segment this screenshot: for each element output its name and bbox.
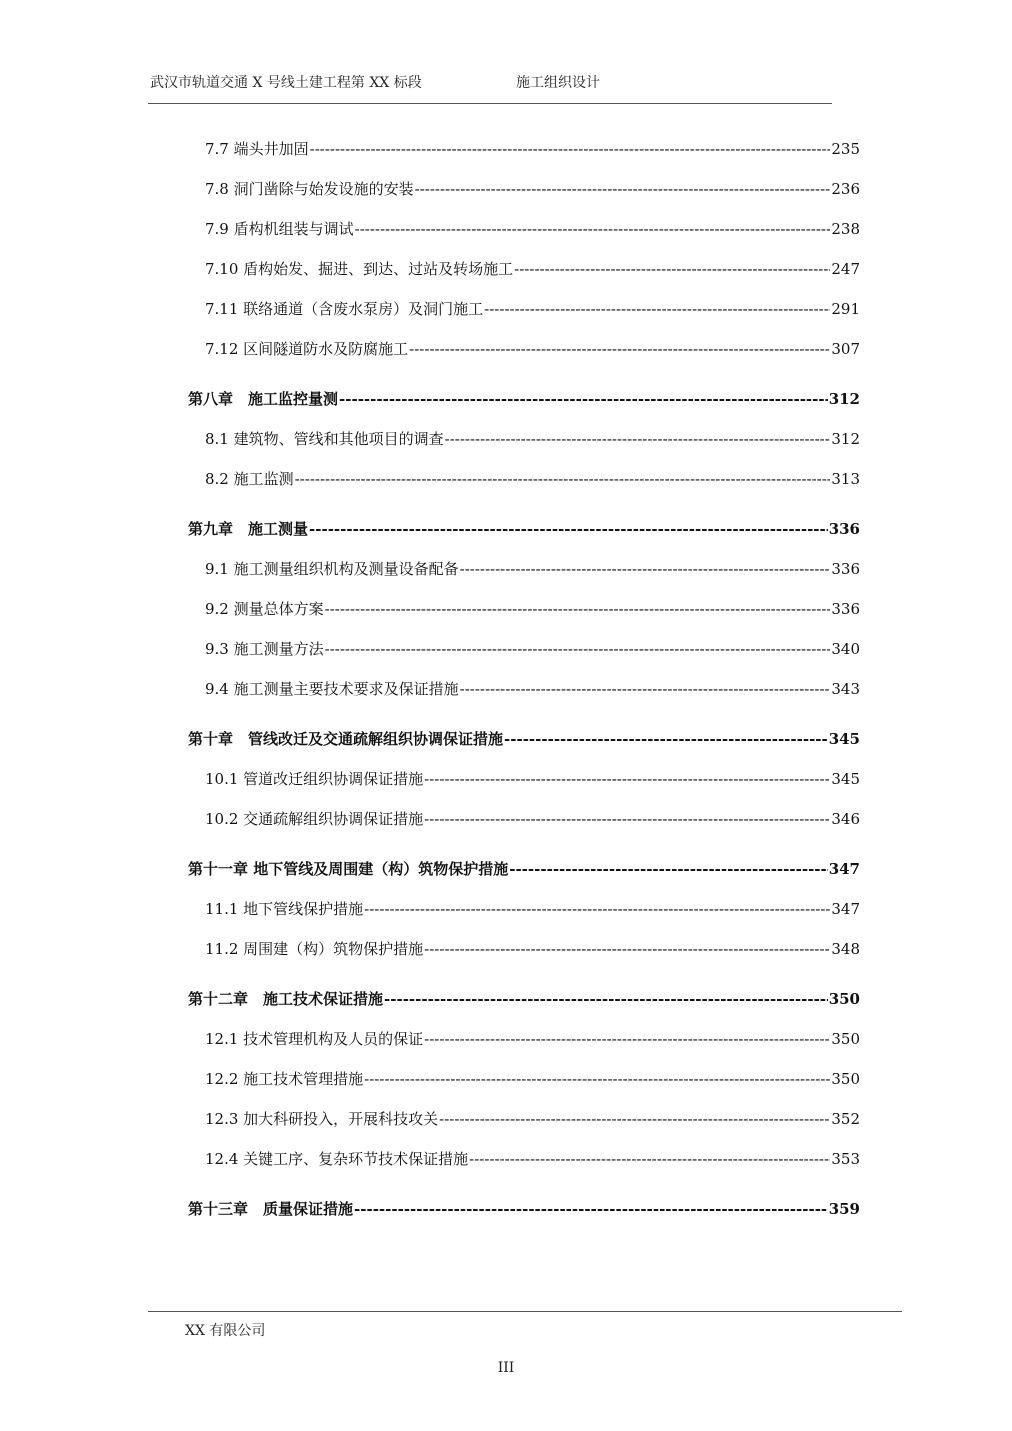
toc-section-entry[interactable] [188, 287, 860, 327]
footer-page-number: III [497, 1360, 515, 1376]
toc-entry-title: 9.4 施工测量主要技术要求及保证措施 [205, 680, 459, 698]
toc-dot-leader [439, 1109, 830, 1129]
toc-entry-page: 235 [831, 140, 860, 158]
toc-section-entry[interactable] [188, 127, 860, 167]
toc-section-entry[interactable] [188, 887, 860, 927]
table-of-contents [188, 127, 860, 1227]
toc-chapter-entry[interactable] [188, 367, 860, 417]
page-header [150, 72, 830, 94]
toc-chapter-entry[interactable] [188, 1177, 860, 1227]
toc-section-entry[interactable] [188, 167, 860, 207]
toc-entry-page: 238 [831, 220, 860, 238]
toc-entry-page: 350 [831, 1030, 860, 1048]
footer-company: XX 有限公司 [185, 1323, 266, 1339]
toc-entry-title: 7.8 洞门凿除与始发设施的安装 [205, 180, 414, 198]
toc-section-entry[interactable] [188, 1097, 860, 1137]
toc-entry-title: 11.2 周围建（构）筑物保护措施 [205, 940, 424, 958]
toc-chapter-entry[interactable] [188, 837, 860, 887]
toc-entry-page: 236 [831, 180, 860, 198]
toc-entry-title: 9.3 施工测量方法 [205, 640, 324, 658]
toc-chapter-entry[interactable] [188, 707, 860, 757]
toc-dot-leader [460, 679, 831, 699]
toc-dot-leader [424, 939, 830, 959]
toc-entry-page: 336 [828, 520, 860, 538]
toc-section-entry[interactable] [188, 1057, 860, 1097]
toc-section-entry[interactable] [188, 667, 860, 707]
toc-dot-leader [364, 899, 830, 919]
toc-section-entry[interactable] [188, 247, 860, 287]
toc-dot-leader [460, 559, 831, 579]
toc-dot-leader [409, 339, 830, 359]
toc-dot-leader [504, 729, 828, 749]
toc-entry-page: 313 [831, 470, 860, 488]
toc-dot-leader [295, 469, 831, 489]
toc-dot-leader [415, 179, 831, 199]
toc-entry-page: 346 [831, 810, 860, 828]
toc-entry-page: 352 [831, 1110, 860, 1128]
toc-chapter-entry[interactable] [188, 497, 860, 547]
toc-dot-leader [309, 519, 828, 539]
toc-entry-title: 12.3 加大科研投入，开展科技攻关 [205, 1110, 439, 1128]
toc-section-entry[interactable] [188, 547, 860, 587]
toc-entry-title: 9.1 施工测量组织机构及测量设备配备 [205, 560, 459, 578]
toc-dot-leader [469, 1149, 830, 1169]
toc-dot-leader [445, 429, 831, 449]
toc-dot-leader [514, 259, 830, 279]
toc-dot-leader [384, 989, 828, 1009]
toc-section-entry[interactable] [188, 627, 860, 667]
toc-entry-page: 350 [828, 990, 860, 1008]
toc-dot-leader [424, 809, 830, 829]
toc-entry-title: 7.11 联络通道（含废水泵房）及洞门施工 [205, 300, 484, 318]
toc-entry-title: 7.9 盾构机组装与调试 [205, 220, 354, 238]
toc-entry-title: 7.7 端头井加固 [205, 140, 309, 158]
toc-section-entry[interactable] [188, 587, 860, 627]
toc-dot-leader [364, 1069, 830, 1089]
toc-entry-title: 10.2 交通疏解组织协调保证措施 [205, 810, 424, 828]
toc-entry-title: 第八章 施工监控量测 [188, 390, 339, 408]
toc-entry-title: 第九章 施工测量 [188, 520, 309, 538]
toc-entry-page: 291 [831, 300, 860, 318]
toc-entry-page: 347 [831, 900, 860, 918]
toc-section-entry[interactable] [188, 417, 860, 457]
toc-dot-leader [484, 299, 830, 319]
toc-dot-leader [339, 389, 828, 409]
toc-section-entry[interactable] [188, 757, 860, 797]
toc-entry-title: 11.1 地下管线保护措施 [205, 900, 364, 918]
toc-entry-title: 8.1 建筑物、管线和其他项目的调查 [205, 430, 444, 448]
toc-entry-title: 8.2 施工监测 [205, 470, 294, 488]
toc-section-entry[interactable] [188, 927, 860, 967]
toc-section-entry[interactable] [188, 797, 860, 837]
toc-dot-leader [354, 1199, 828, 1219]
header-project-name: 武汉市轨道交通 X 号线土建工程第 XX 标段 [150, 75, 422, 91]
toc-entry-page: 347 [828, 860, 860, 878]
toc-entry-page: 336 [831, 560, 860, 578]
toc-entry-page: 307 [831, 340, 860, 358]
toc-entry-title: 12.4 关键工序、复杂环节技术保证措施 [205, 1150, 469, 1168]
toc-entry-page: 312 [828, 390, 860, 408]
toc-entry-title: 第十二章 施工技术保证措施 [188, 990, 384, 1008]
toc-entry-title: 12.1 技术管理机构及人员的保证 [205, 1030, 424, 1048]
toc-dot-leader [355, 219, 831, 239]
toc-dot-leader [325, 639, 831, 659]
toc-entry-page: 348 [831, 940, 860, 958]
toc-section-entry[interactable] [188, 457, 860, 497]
toc-entry-page: 336 [831, 600, 860, 618]
toc-entry-title: 9.2 测量总体方案 [205, 600, 324, 618]
toc-entry-title: 12.2 施工技术管理措施 [205, 1070, 364, 1088]
toc-entry-title: 10.1 管道改迁组织协调保证措施 [205, 770, 424, 788]
toc-section-entry[interactable] [188, 1137, 860, 1177]
toc-entry-page: 353 [831, 1150, 860, 1168]
toc-chapter-entry[interactable] [188, 967, 860, 1017]
toc-entry-page: 345 [828, 730, 860, 748]
toc-dot-leader [325, 599, 831, 619]
toc-dot-leader [424, 1029, 830, 1049]
toc-entry-title: 第十章 管线改迁及交通疏解组织协调保证措施 [188, 730, 504, 748]
toc-entry-title: 第十一章 地下管线及周围建（构）筑物保护措施 [188, 860, 509, 878]
toc-section-entry[interactable] [188, 327, 860, 367]
toc-entry-page: 350 [831, 1070, 860, 1088]
toc-entry-title: 7.12 区间隧道防水及防腐施工 [205, 340, 409, 358]
toc-entry-page: 343 [831, 680, 860, 698]
header-document-title: 施工组织设计 [516, 75, 600, 91]
toc-entry-page: 312 [831, 430, 860, 448]
toc-dot-leader [310, 139, 831, 159]
toc-entry-page: 247 [831, 260, 860, 278]
toc-dot-leader [509, 859, 827, 879]
toc-section-entry[interactable] [188, 1017, 860, 1057]
toc-dot-leader [424, 769, 830, 789]
toc-section-entry[interactable] [188, 207, 860, 247]
toc-entry-page: 345 [831, 770, 860, 788]
toc-entry-page: 359 [828, 1200, 860, 1218]
header-rule [148, 103, 832, 104]
toc-entry-title: 第十三章 质量保证措施 [188, 1200, 354, 1218]
toc-entry-page: 340 [831, 640, 860, 658]
toc-entry-title: 7.10 盾构始发、掘进、到达、过站及转场施工 [205, 260, 514, 278]
footer-rule [148, 1311, 902, 1312]
